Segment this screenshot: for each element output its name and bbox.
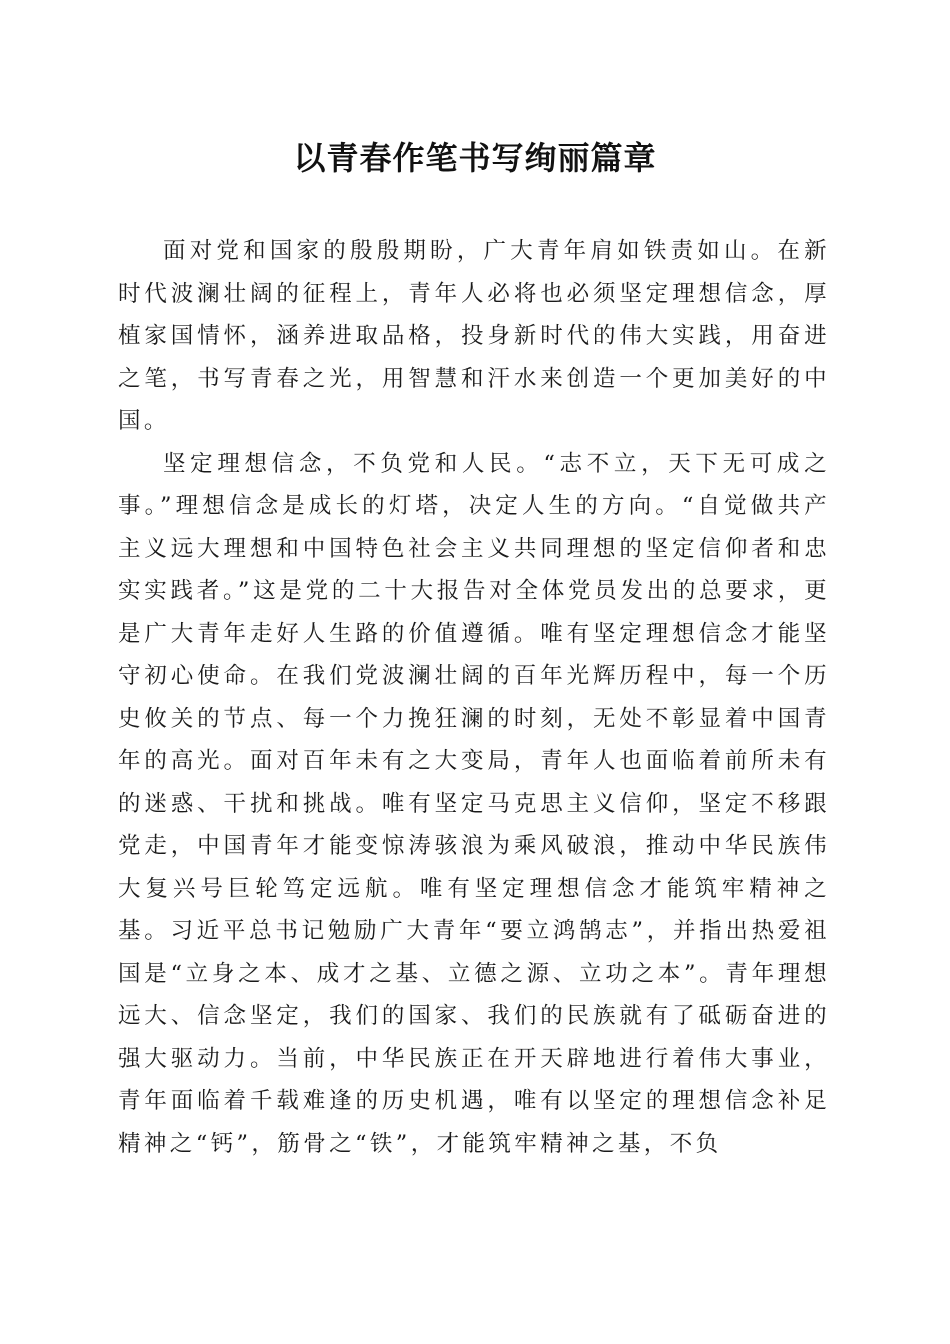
paragraph-ideals: 坚定理想信念，不负党和人民。“志不立，天下无可成之事。”理想信念是成长的灯塔，决定人生的方向。“自觉做共产主义远大理想和中国特色社会主义共同理想的坚定信仰者和忠实实践者。”这是党的二十大报告对全体党员发出的总要求，更是广大青年走好人生路的价值遵循。唯有坚定理想信念才能坚守初心使命。在我们党波澜壮阔的百年光辉历程中，每一个历史攸关的节点、每一个力挽狂澜的时刻，无处不彰显着中国青年的高光。面对百年未有之大变局，青年人也面临着前所未有的迷惑、干扰和挑战。唯有坚定马克思主义信仰，坚定不移跟党走，中国青年才能变惊涛骇浪为乘风破浪，推动中华民族伟大复兴号巨轮笃定远航。唯有坚定理想信念才能筑牢精神之基。习近平总书记勉励广大青年“要立鸿鹄志”，并指出热爱祖国是“立身之本、成才之基、立德之源、立功之本”。青年理想远大、信念坚定，我们的国家、我们的民族就有了砥砺奋进的强大驱动力。当前，中华民族正在开天辟地进行着伟大事业，青年面临着千载难逢的历史机遇，唯有以坚定的理想信念补足精神之“钙”，筋骨之“铁”，才能筑牢精神之基，不负 xyxy=(118,450,830,1157)
document-body xyxy=(118,230,830,1165)
paragraph-intro: 面对党和国家的殷殷期盼，广大青年肩如铁责如山。在新时代波澜壮阔的征程上，青年人必将也必须坚定理想信念，厚植家国情怀，涵养进取品格，投身新时代的伟大实践，用奋进之笔，书写青春之光，用智慧和汗水来创造一个更加美好的中国。 xyxy=(118,238,830,434)
document-title: 以青春作笔书写绚丽篇章 xyxy=(293,139,657,177)
